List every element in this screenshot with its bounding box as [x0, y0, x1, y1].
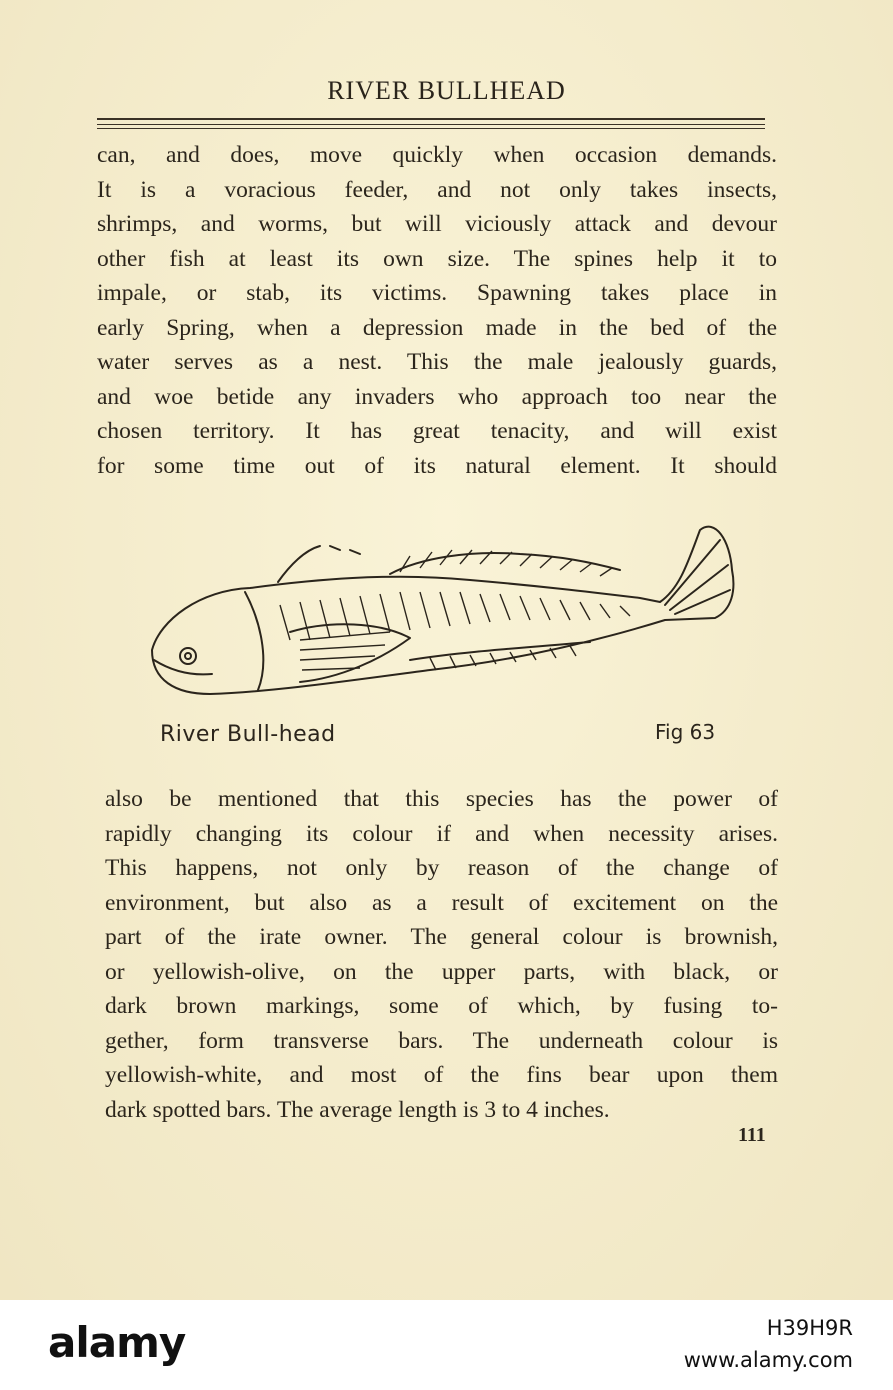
- text-line: rapidly changing its colour if and when necessity arises.: [105, 820, 778, 847]
- text-line: can, and does, move quickly when occasion demands.: [97, 142, 777, 168]
- text-line: impale, or stab, its victims. Spawning takes place in: [97, 280, 777, 306]
- text-line: It is a voracious feeder, and not only takes insects,: [97, 176, 777, 203]
- text-line: yellowish-white, and most of the fins bear upon them: [105, 1062, 778, 1088]
- running-head: RIVER BULLHEAD: [327, 76, 566, 105]
- text-line: shrimps, and worms, but will viciously attack and devour: [97, 211, 777, 237]
- text-line: part of the irate owner. The general colour is brownish,: [105, 924, 778, 950]
- text-line: environment, but also as a result of excitement on the: [105, 889, 778, 916]
- text-line: early Spring, when a depression made in the bed of the: [97, 314, 777, 341]
- header-rule: [97, 118, 765, 120]
- text-line: for some time out of its natural element. It should: [97, 452, 777, 479]
- paragraph-top: [97, 138, 777, 483]
- text-line: gether, form transverse bars. The underneath colour is: [105, 1027, 778, 1054]
- text-line: This happens, not only by reason of the change of: [105, 855, 778, 881]
- figure-caption: River Bull-head: [160, 722, 336, 747]
- header-rule-thin-2: [97, 128, 765, 129]
- text-line: other fish at least its own size. The spines help it to: [97, 245, 777, 272]
- paragraph-bottom: [105, 782, 778, 1127]
- text-line: or yellowish-olive, on the upper parts, with black, or: [105, 958, 778, 985]
- text-line: also be mentioned that this species has the power of: [105, 786, 778, 812]
- alamy-logo: alamy: [48, 1318, 186, 1367]
- image-id: H39H9R: [766, 1316, 853, 1340]
- text-line: and woe betide any invaders who approach too near the: [97, 383, 777, 410]
- footer-url: www.alamy.com: [683, 1348, 853, 1372]
- figure-number: Fig 63: [655, 720, 716, 744]
- text-line: chosen territory. It has great tenacity, and will exist: [97, 418, 777, 444]
- text-line: dark spotted bars. The average length is 3 to 4 inches.: [105, 1096, 610, 1123]
- text-line: dark brown markings, some of which, by fusing to-: [105, 993, 778, 1019]
- text-line: water serves as a nest. This the male jealously guards,: [97, 349, 777, 375]
- stock-footer: [0, 1300, 893, 1390]
- bullhead-fish-illustration: [140, 510, 740, 710]
- page-number: 111: [738, 1124, 766, 1146]
- header-rule-thin: [97, 124, 765, 125]
